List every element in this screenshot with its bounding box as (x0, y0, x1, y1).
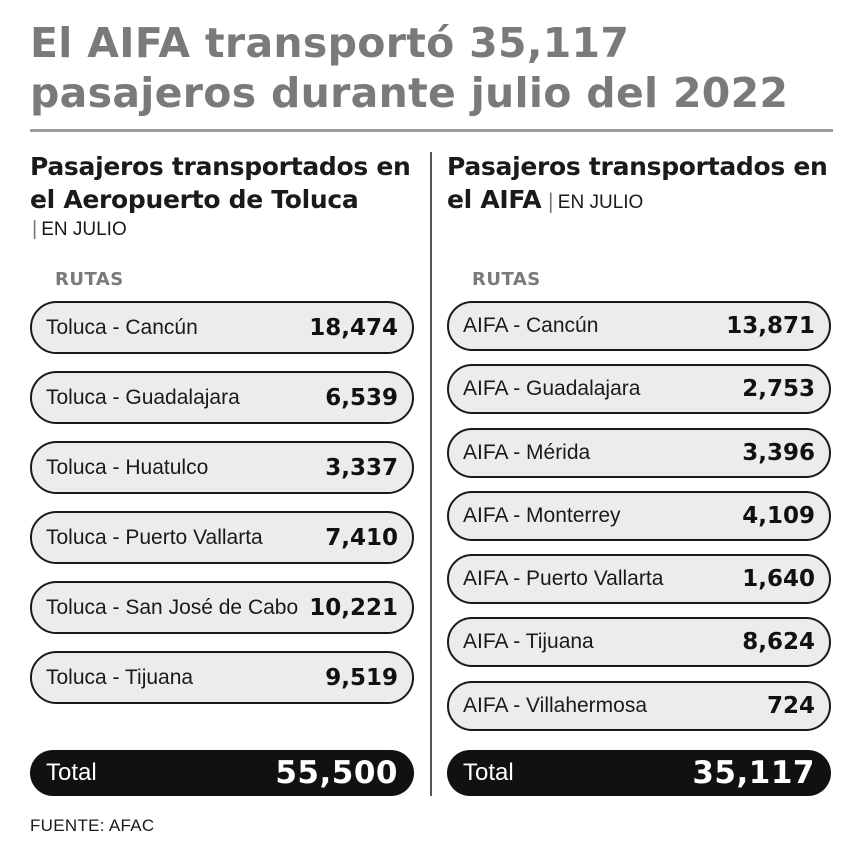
aifa-route-row (447, 364, 831, 414)
aifa-route-row (447, 681, 831, 731)
aifa-route-label: AIFA - Monterrey (463, 503, 621, 527)
title-rule (30, 129, 833, 132)
toluca-total-bar (30, 750, 414, 796)
aifa-panel-subtitle: EN JULIO (557, 192, 644, 213)
aifa-route-label: AIFA - Puerto Vallarta (463, 567, 664, 591)
aifa-route-label: AIFA - Villahermosa (463, 693, 648, 717)
aifa-route-row (447, 554, 831, 604)
toluca-route-row (30, 581, 414, 634)
aifa-route-value: 13,871 (726, 313, 815, 339)
toluca-panel-header (30, 150, 420, 242)
toluca-route-row (30, 441, 414, 494)
aifa-route-label: AIFA - Cancún (463, 314, 599, 337)
aifa-route-row (447, 428, 831, 478)
toluca-panel-title: Pasajeros transportados en el Aeropuerto de Toluca (30, 152, 411, 214)
infographic-title: El AIFA transportó 35,117 pasajeros durante julio del 2022 (30, 19, 789, 117)
toluca-route-row (30, 651, 414, 704)
toluca-route-value: 7,410 (325, 524, 398, 551)
subtitle-separator: | (32, 218, 38, 240)
aifa-routes-list (447, 301, 831, 744)
subtitle-separator: | (547, 189, 554, 213)
aifa-route-label: AIFA - Guadalajara (463, 377, 641, 401)
toluca-rutas-header: RUTAS (55, 269, 124, 290)
aifa-route-label: AIFA - Mérida (463, 440, 591, 464)
toluca-route-label: Toluca - Guadalajara (46, 385, 240, 409)
aifa-panel-header (447, 150, 837, 219)
toluca-route-label: Toluca - Huatulco (46, 455, 209, 479)
column-divider (430, 152, 432, 796)
aifa-route-value: 4,109 (742, 502, 815, 529)
toluca-route-value: 10,221 (309, 594, 398, 621)
aifa-route-row (447, 491, 831, 541)
aifa-route-value: 2,753 (742, 376, 815, 403)
aifa-rutas-header: RUTAS (472, 269, 541, 290)
aifa-route-value: 724 (766, 692, 815, 719)
toluca-total-label: Total (46, 759, 97, 786)
aifa-route-value: 8,624 (742, 629, 815, 656)
toluca-route-value: 3,337 (325, 454, 398, 481)
toluca-route-label: Toluca - Tijuana (46, 665, 194, 689)
aifa-total-label: Total (463, 759, 514, 786)
toluca-route-value: 18,474 (309, 314, 398, 341)
toluca-route-value: 6,539 (325, 384, 398, 411)
toluca-routes-list (30, 301, 414, 721)
toluca-panel-subtitle: EN JULIO (41, 219, 127, 240)
source-note: FUENTE: AFAC (30, 816, 155, 835)
toluca-panel-subtitle-line (30, 216, 420, 242)
aifa-route-row (447, 301, 831, 351)
aifa-total-value: 35,117 (692, 755, 815, 791)
toluca-route-label: Toluca - San José de Cabo (46, 595, 299, 619)
aifa-panel-title (447, 150, 837, 219)
toluca-route-value: 9,519 (325, 664, 398, 691)
toluca-route-row (30, 301, 414, 354)
aifa-route-value: 1,640 (742, 566, 815, 593)
toluca-route-label: Toluca - Cancún (46, 315, 198, 339)
aifa-route-value: 3,396 (742, 439, 815, 466)
aifa-route-row (447, 617, 831, 667)
toluca-route-row (30, 371, 414, 424)
aifa-route-label: AIFA - Tijuana (463, 630, 594, 654)
aifa-panel-title-text: Pasajeros transportados en el AIFA (447, 152, 828, 214)
toluca-route-row (30, 511, 414, 564)
toluca-total-value: 55,500 (275, 755, 398, 791)
toluca-route-label: Toluca - Puerto Vallarta (46, 525, 263, 549)
aifa-total-bar (447, 750, 831, 796)
